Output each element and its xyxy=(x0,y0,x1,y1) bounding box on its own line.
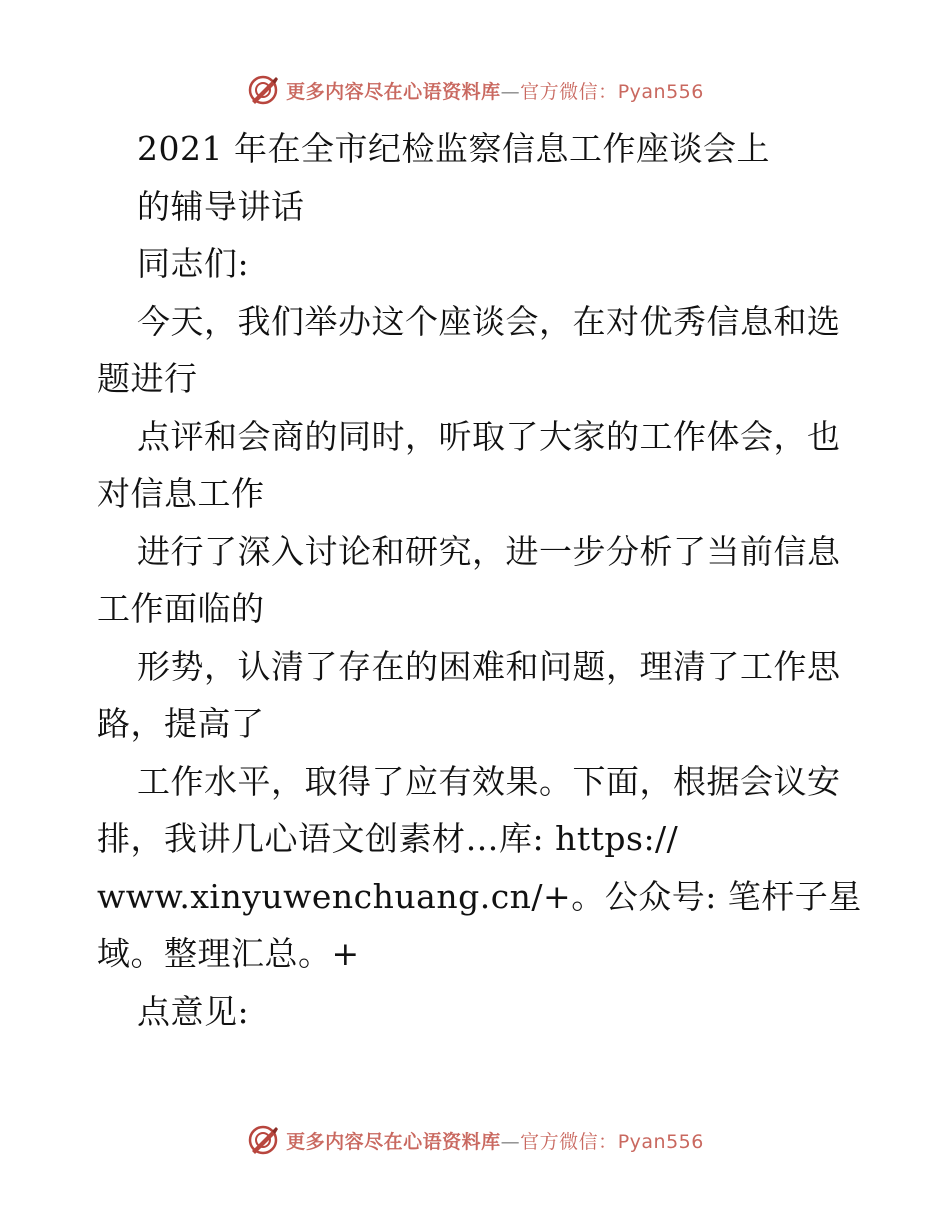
doc-line: 路，提高了 xyxy=(97,704,265,743)
doc-line: 对信息工作 xyxy=(97,474,265,513)
banner-content xyxy=(246,73,704,107)
pen-logo-icon xyxy=(246,73,280,107)
doc-line: 域。整理汇总。+ xyxy=(97,934,360,973)
doc-line: 点评和会商的同时，听取了大家的工作体会，也 xyxy=(137,416,841,456)
doc-title-line-2: 的辅导讲话 xyxy=(137,186,305,226)
pen-logo-icon xyxy=(246,1123,280,1157)
doc-line: 工作面临的 xyxy=(97,589,265,628)
banner-lead: 更多内容尽在心语资料库 xyxy=(286,80,501,103)
banner-dash: — xyxy=(500,80,521,103)
banner-lead: 更多内容尽在心语资料库 xyxy=(286,1130,501,1153)
doc-line: 排，我讲几心语文创素材…库: https:// xyxy=(97,819,679,858)
banner-wechat-id: Pyan556 xyxy=(617,1130,704,1153)
doc-salutation: 同志们: xyxy=(137,244,250,283)
document-body xyxy=(97,120,862,1040)
banner-text xyxy=(286,77,704,104)
banner-wechat-label: 官方微信： xyxy=(520,80,618,103)
doc-line: 工作水平，取得了应有效果。下面，根据会议安 xyxy=(137,761,841,801)
doc-line: 今天，我们举办这个座谈会，在对优秀信息和选 xyxy=(137,301,841,341)
doc-line: www.xinyuwenchuang.cn/+。公众号: 笔杆子星 xyxy=(97,876,862,916)
banner-wechat-id: Pyan556 xyxy=(617,80,704,103)
header-banner xyxy=(0,70,950,110)
banner-content xyxy=(246,1123,704,1157)
footer-banner xyxy=(0,1120,950,1160)
banner-text xyxy=(286,1127,704,1154)
doc-title-line-1: 2021 年在全市纪检监察信息工作座谈会上 xyxy=(137,129,770,168)
doc-line: 点意见: xyxy=(137,991,250,1031)
doc-line: 形势，认清了存在的困难和问题，理清了工作思 xyxy=(137,646,841,686)
banner-wechat-label: 官方微信： xyxy=(520,1130,618,1153)
doc-line: 题进行 xyxy=(97,359,198,398)
banner-dash: — xyxy=(500,1130,521,1153)
doc-line: 进行了深入讨论和研究，进一步分析了当前信息 xyxy=(137,531,841,571)
